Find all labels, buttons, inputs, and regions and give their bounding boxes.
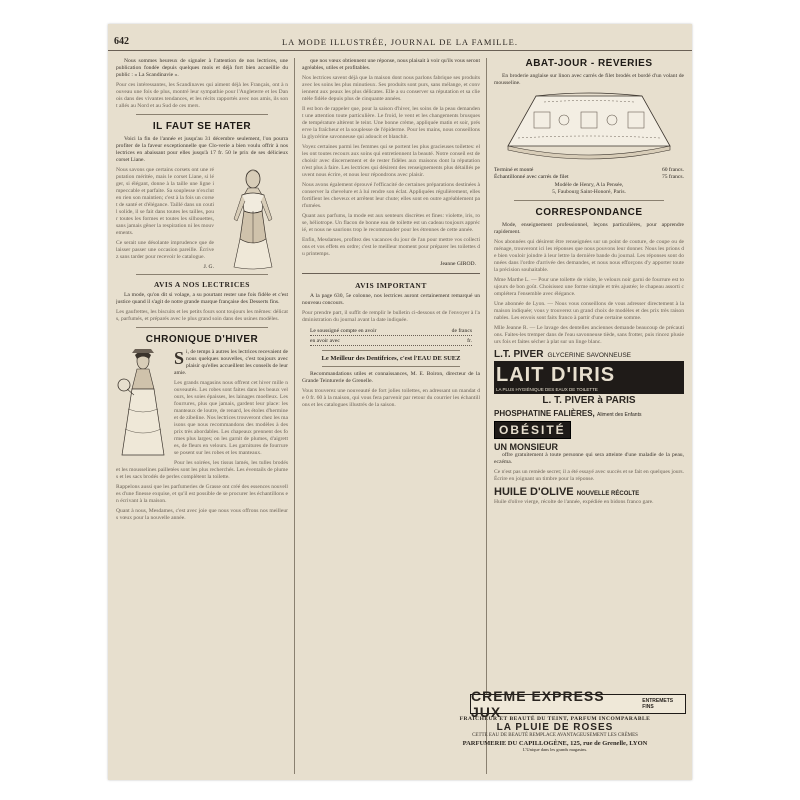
form-unit: fr. [467,338,472,344]
body-text: Il est bon de rappeler que, pour la saison d'hiver, les soins de la peau demandent une attention toute particulière. Le froid, le vent et les changements brusques de température altèrent le teint. Une bonne crème, appliquée matin et soir, préserve la fraîcheur et la souplesse de l'épiderme. Pour les mains, nous conseillons la glycérine savonneuse qui adoucit et blanchit. [302,106,480,140]
newspaper-page [108,24,692,780]
body-text: Voyez certaines parmi les femmes qui se portent les plus gracieuses toilettes: elles ont toutes recours aux soins qui entretiennent la beauté. Notre conseil est de choisir avec discernement et de rester fidèles aux maisons dont la réputation n'est plus à faire. Les lectrices qui désirent des renseignements plus détaillés peuvent nous écrire, et nous leur répondrons avec plaisir. [302,144,480,178]
chronique-text: i, de temps à autres les lectrices recevaient de nous quelques nouvelles, c'est toujours avec plaisir qu'elles accueillent les conseils de leur amie. [174,349,288,376]
ad-creme-side: ENTREMETS FINS [642,698,674,710]
section-title-avis-lectrices: AVIS A NOS LECTRICES [154,280,250,289]
signature: Jeanne GIROD. [440,261,476,267]
body-text: Rappelons aussi que les parfumeries de Grasse ont créé des essences nouvelles d'une finesse exquise, et qu'il est possible de se procurer les échantillons en écrivant à la maison. [116,484,288,504]
price-list [494,167,684,181]
body-text: Pour les soirées, les tissus lamés, les tulles brodés et les mousselines pailletées sont les plus recherchés. Les éventails de plumes et les sacs brodés de perles complètent la toilette. [116,460,288,480]
divider [136,114,268,115]
eau-de-suez-heading: Le Meilleur des Dentifrices, c'est l'EAU DE SUEZ [321,355,461,362]
lady-illustration [116,349,170,459]
body-text: Enfin, Mesdames, profitez des vacances du jour de l'an pour mettre vos collections et vos effets en ordre; c'est le meilleur moment pour préparer les toilettes du printemps. [302,237,480,257]
ad-monsieur-text: offre gratuitement à toute personne qui sera atteinte d'une maladie de la peau, eczéma. [494,452,684,465]
abat-jour-intro: En broderie anglaise sur linon avec carrés de filet brodés et bordé d'un volant de mousseline. [494,73,684,86]
avis-important-box [302,273,480,346]
page-header [108,36,692,51]
ad-monsieur-title: UN MONSIEUR [494,442,559,452]
corset-illustration [218,167,288,271]
ad-piver-paris: L. T. PIVER à PARIS [542,395,636,406]
column-right [494,58,684,774]
body-text: Vous trouverez une nouveauté de fort jolies toilettes, en adressant un mandat de 0 fr. 60 à la maison, qui vous fera parvenir par retour du courrier les échantillons et les catalogues illustrés de la saison. [302,388,480,408]
body-text: Mme Marthe L. — Pour une toilette de visite, le velours noir garni de fourrure est toujours de bon goût. Choisissez une forme simple et très ajustée; le chapeau assorti complétera l'ensemble avec élégance. [494,277,684,297]
form-unit: de francs [451,328,472,334]
form-line[interactable] [310,327,472,336]
maker-name: Modèle de Henry, A la Pensée, [554,182,624,188]
maker-address: 5, Faubourg Saint-Honoré, Paris. [552,189,626,195]
top-paragraph: que nos vœux obtiennent une réponse, nous plaisait à voir qu'ils vous seront agréables, utiles et profitables. [302,58,480,71]
ad-huile-title: HUILE D'OLIVE [494,486,574,498]
column-left [116,58,288,774]
form-label: en avoir avec [310,338,340,344]
body-text: Pour ces intéressantes, les Scandinaves qui aiment déjà les Français, ont à nouveau une fois de plus, montré leur sympathie pour l'Angleterre et les Danois dans des vivantes tendances, et les récits rapportés avec nos amis, ils sont allés au Nord et au Sud de ces mers. [116,82,288,109]
divider [136,274,268,275]
body-text: Quant aux parfums, la mode est aux senteurs discrètes et fines: violette, iris, rose, héliotrope. Un flacon de bonne eau de toilette est un cadeau toujours apprécié, et nous ne saurions trop le recommander pour les étrennes de cette année. [302,213,480,233]
price-value: 75 francs. [661,174,684,180]
signature: J. G. [203,264,214,270]
ad-phosphatine [494,409,684,418]
body-text: Nous avons également éprouvé l'efficacité de certaines préparations destinées à conserver la chevelure et à lui rendre son éclat. Appliquées régulièrement, elles fortifient les cheveux et arrêtent leur chute; elles sont en outre agréablement parfumées. [302,182,480,209]
divider [322,350,460,351]
eau-paragraph: Recommandations utiles et connaissances, M. E. Boiron, directeur de la Grande Teinturerie de Grenelle. [302,371,480,384]
ad-pluie-title: LA PLUIE DE ROSES [496,722,614,733]
avis-important-text: A la page 630, 5e colonne, nos lectrices auront certainement remarqué un nouveau concours. [302,293,480,306]
ad-lait-diris [494,361,684,394]
body-text: Les grands magasins nous offrent cet hiver mille nouveautés. Les robes sont faites dans les beaux velours, les soies épaisses, les lainages moelleux. Les fourrures, plus que jamais, gardent leur place: les manteaux de loutre, de renard, les étoles d'hermine et de zibeline. Nos lectrices trouveront chez les maisons que nous recommandons des modèles à des prix très abordables. Les chapeaux prennent des formes plus larges; on les garnit de plumes, d'aigrettes, de fleurs en velours. Les garnitures de fourrure se posent sur les robes et les manteaux. [174,380,288,456]
drop-cap: S [174,348,185,368]
ad-phosph-title: PHOSPHATINE FALIÈRES, [494,409,595,418]
body-text: Mlle Jeanne R. — Le lavage des dentelles anciennes demande beaucoup de précautions. Faites-les tremper dans de l'eau savonneuse tiède, sans frotter, puis rincez plusieurs fois et faites sécher à plat sur un linge blanc. [494,325,684,345]
intro-paragraph: Nous sommes heureux de signaler à l'attention de nos lectrices, une publication fondée depuis quelques mois et déjà fort bien accueillie du public : « La Scandinavie ». [116,58,288,78]
column-middle [302,58,480,774]
ad-pluie-footnote: L'Unique dans les grands magasins. [522,747,588,752]
ad-obesite: OBÉSITÉ [494,421,571,439]
section-title-faut-se-hater: IL FAUT SE HATER [152,121,252,132]
form-label: Le soussigné compte en avoir [310,328,377,334]
ad-phosph-sub: Aliment des Enfants [597,412,642,418]
body-text: Ce serait une désolante imprudence que de laisser passer une occasion pareille. Écrivez sans tarder pour recevoir le catalogue. [116,240,214,260]
divider [322,366,460,367]
faut-paragraph: Voici la fin de l'année et jusqu'au 31 décembre seulement, l'on pourra profiter de la faveur exceptionnelle que Clo-verie a bien voulu offrir à nos lectrices en abaissant pour elles jusqu'à 17 fr. 50 le prix de ses délicieux corset Liane. [116,136,288,163]
body-text: Nos abonnées qui désirent être renseignées sur un point de couture, de coupe ou de ménage, trouveront ici les réponses que nous pouvons leur donner. Nous les prions de bien vouloir joindre à leur lettre la dernière bande du journal. Les réponses sont données dans l'ordre d'arrivée des demandes, et nous nous efforçons d'y apporter toute la précision souhaitable. [494,239,684,273]
ad-huile-olive [494,486,684,498]
ad-subtitle: GLYCERINE SAVONNEUSE [547,352,632,359]
section-title-correspondance: CORRESPONDANCE [535,207,643,218]
ad-huile-sub: NOUVELLE RÉCOLTE [576,491,640,497]
body-text: Une abonnée de Lyon. — Nous vous conseillons de vous adresser directement à la maison indiquée; vous y trouverez un grand choix de modèles et des prix très raisonnables. Les envois sont faits franco à partir d'une certaine somme. [494,301,684,321]
avis-paragraph: La mode, qu'on dit si volage, a su pourtant rester une fois fidèle et c'est justice quand il s'agit de notre grande marque française des Desserts fins. [116,292,288,305]
column-rule-2 [486,58,487,774]
ad-brand: L.T. PIVER [494,349,544,360]
section-title-avis-important: AVIS IMPORTANT [355,281,427,290]
body-text: Les gaufrettes, les biscuits et les petits fours sont toujours les mêmes: délicats, parfumés, et préparés avec le plus grand soin dans des usines modèles. [116,309,288,322]
body-text: Nos lectrices savent déjà que la maison dont nous parlons fabrique ses produits avec les soins les plus minutieux. Ses produits sont purs, sans mélange, et conviennent aux peaux les plus délicates. Elle a su conserver sa réputation et sa clientèle fidèle depuis plus de cinquante années. [302,75,480,102]
column-rule-1 [294,58,295,774]
body-text: Ce n'est pas un remède secret; il a été essayé avec succès et se fait en quelques jours. Écrire en joignant un timbre pour la réponse. [494,469,684,482]
ad-lait-title: LAIT D'IRIS [496,364,616,386]
price-label: Échantillonné avec carrés de filet [494,174,569,180]
price-label: Terminé et monté [494,167,534,173]
ad-piver-glycerine [494,349,684,360]
ad-lait-small: LA PLUS HYGIÉNIQUE DES EAUX DE TOILETTE [496,387,598,392]
body-text: Quant à nous, Mesdames, c'est avec joie que nous vous offrons nos meilleurs vœux pour la nouvelle année. [116,508,288,521]
body-text: Pour prendre part, il suffit de remplir le bulletin ci-dessous et de l'envoyer à l'administration du journal avant la date indiquée. [302,310,480,323]
journal-title: LA MODE ILLUSTRÉE, JOURNAL DE LA FAMILLE. [281,37,518,47]
price-value: 60 francs. [661,167,684,173]
body-text: Huile d'olive vierge, récolte de l'année, expédiée en bidons franco gare. [494,499,654,505]
correspondance-intro: Mode, enseignement professionnel, leçons particulières, pour apprendre rapidement. [494,222,684,235]
divider [514,200,664,201]
ad-pluie-maker: PARFUMERIE DU CAPILLOGÈNE, 125, rue de Grenelle, LYON [462,740,648,747]
ad-obesite-block [494,421,684,439]
page-number: 642 [114,36,129,47]
form-line[interactable] [310,337,472,346]
section-title-abat-jour: ABAT-JOUR - RÊVERIES [525,58,653,69]
lampshade-illustration [494,90,684,164]
ad-creme-title: CREME EXPRESS JUX [471,688,605,720]
body-text: Nous savons que certains corsets ont une réputation méritée, mais le corset Liane, si léger, si élégant, donne à la taille une ligne impeccable et parfaite. Sa souplesse n'exclut en rien son maintien; c'est à la fois un corset de santé et d'élégance. Taillé dans un coutil solide, il se fait dans toutes les tailles, pour toutes les formes et toutes les silhouettes, sans jamais gêner la respiration ni les mouvements. [116,167,214,236]
ad-pluie-claim: CETTE EAU DE BEAUTÉ REMPLACE AVANTAGEUSEMENT LES CRÈMES [472,733,638,738]
ad-pluie-de-roses [426,716,684,772]
divider [136,327,268,328]
ad-pluie-tagline: FRAICHEUR ET BEAUTÉ DU TEINT, PARFUM INCOMPARABLE [459,716,651,722]
section-title-chronique: CHRONIQUE D'HIVER [145,334,259,345]
